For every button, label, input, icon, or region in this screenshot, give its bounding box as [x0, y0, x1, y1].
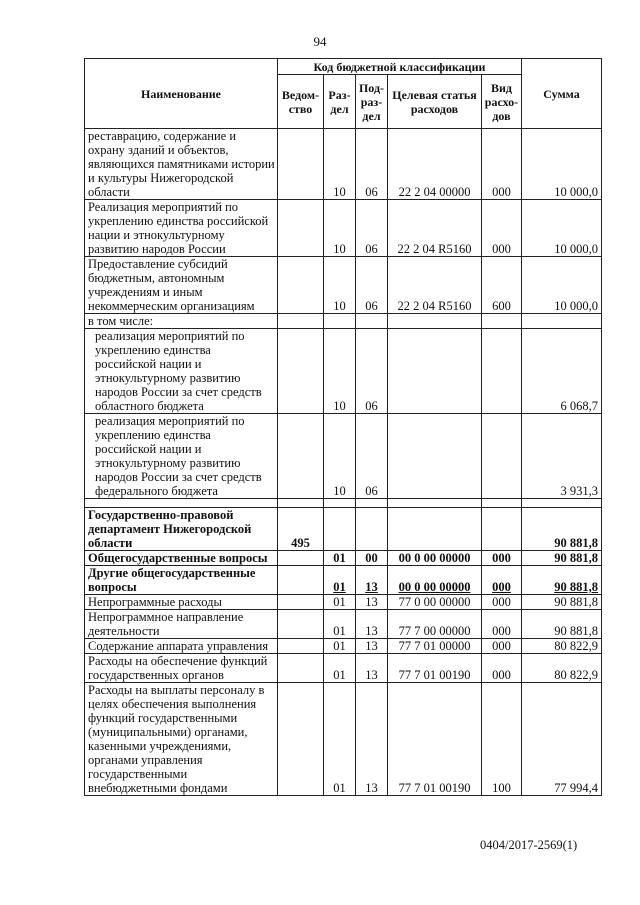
- row-name: Непрограммное направление деятельности: [85, 610, 278, 639]
- row-podrazdel: 06: [356, 329, 388, 414]
- row-celevaya-statya: 77 0 00 00000: [388, 595, 482, 610]
- row-celevaya-statya: [388, 508, 482, 551]
- row-celevaya-statya: 77 7 01 00190: [388, 654, 482, 683]
- row-vid-rashodov: 000: [482, 200, 522, 257]
- header-sum: Сумма: [522, 59, 602, 129]
- row-sum: 10 000,0: [522, 129, 602, 200]
- row-razdel: 10: [324, 200, 356, 257]
- row-celevaya-statya: [388, 329, 482, 414]
- page-number: 94: [313, 34, 327, 49]
- row-name: реставрацию, содержание и охрану зданий и объектов, являющихся памятниками истории и культуры Нижегородской области: [85, 129, 278, 200]
- row-name: Расходы на выплаты персоналу в целях обеспечения выполнения функций государственными (муниципальными) органами, казенными учреждениями, органами управления государственными внебюджетными фондами: [85, 683, 278, 796]
- row-podrazdel: 13: [356, 639, 388, 654]
- row-sum: 90 881,8: [522, 610, 602, 639]
- row-podrazdel: 13: [356, 683, 388, 796]
- row-vedomstvo: [278, 414, 324, 499]
- row-sum: 6 068,7: [522, 329, 602, 414]
- row-razdel: 01: [324, 654, 356, 683]
- row-celevaya-statya: 22 2 04 R5160: [388, 257, 482, 314]
- row-vid-rashodov: [482, 329, 522, 414]
- row-sum: 3 931,3: [522, 414, 602, 499]
- row-vid-rashodov: [482, 314, 522, 329]
- row-sum: [522, 314, 602, 329]
- row-vid-rashodov: 000: [482, 129, 522, 200]
- row-vedomstvo: [278, 610, 324, 639]
- header-vedomstvo: Ведом-ство: [278, 75, 324, 129]
- row-name: реализация мероприятий по укреплению единства российской нации и этнокультурному развитию народов России за счет средств областного бюджета: [85, 329, 278, 414]
- row-podrazdel: 06: [356, 200, 388, 257]
- row-vedomstvo: [278, 329, 324, 414]
- table-row: [85, 257, 602, 314]
- row-vid-rashodov: 000: [482, 639, 522, 654]
- table-row: [85, 654, 602, 683]
- row-vid-rashodov: 000: [482, 595, 522, 610]
- table-row: [85, 129, 602, 200]
- table-row: [85, 329, 602, 414]
- row-vid-rashodov: 000: [482, 551, 522, 566]
- row-name: Другие общегосударственные вопросы: [85, 566, 278, 595]
- table-row: [85, 610, 602, 639]
- row-razdel: 01: [324, 566, 356, 595]
- row-sum: 90 881,8: [522, 595, 602, 610]
- row-name: в том числе:: [85, 314, 278, 329]
- row-vedomstvo: [278, 639, 324, 654]
- row-vedomstvo: [278, 595, 324, 610]
- table-row: [85, 639, 602, 654]
- row-vid-rashodov: 100: [482, 683, 522, 796]
- row-sum: 80 822,9: [522, 639, 602, 654]
- row-vedomstvo: [278, 314, 324, 329]
- row-vid-rashodov: [482, 499, 522, 508]
- header-name: Наименование: [85, 59, 278, 129]
- budget-table: [84, 58, 602, 796]
- table-row: [85, 683, 602, 796]
- table-row: [85, 566, 602, 595]
- row-razdel: 10: [324, 414, 356, 499]
- row-vid-rashodov: 000: [482, 654, 522, 683]
- row-sum: 90 881,8: [522, 508, 602, 551]
- row-vedomstvo: [278, 257, 324, 314]
- header-razdel: Раз-дел: [324, 75, 356, 129]
- row-sum: [522, 499, 602, 508]
- row-name: реализация мероприятий по укреплению единства российской нации и этнокультурному развитию народов России за счет средств федерального бюджета: [85, 414, 278, 499]
- row-podrazdel: 00: [356, 551, 388, 566]
- row-podrazdel: [356, 508, 388, 551]
- row-name: [85, 499, 278, 508]
- row-sum: 77 994,4: [522, 683, 602, 796]
- row-sum: 90 881,8: [522, 551, 602, 566]
- row-podrazdel: [356, 314, 388, 329]
- table-row: [85, 200, 602, 257]
- header-vid-rashodov: Вид расхо-дов: [482, 75, 522, 129]
- row-sum: 90 881,8: [522, 566, 602, 595]
- row-vid-rashodov: 600: [482, 257, 522, 314]
- header-celevaya-statya: Целевая статья расходов: [388, 75, 482, 129]
- table-row: [85, 314, 602, 329]
- row-celevaya-statya: 77 7 01 00000: [388, 639, 482, 654]
- row-vid-rashodov: [482, 508, 522, 551]
- row-celevaya-statya: 22 2 04 R5160: [388, 200, 482, 257]
- table-row: [85, 499, 602, 508]
- row-vedomstvo: [278, 683, 324, 796]
- row-name: Непрограммные расходы: [85, 595, 278, 610]
- row-name: Государственно-правовой департамент Нижегородской области: [85, 508, 278, 551]
- row-name: Предоставление субсидий бюджетным, автономным учреждениям и иным некоммерческим организациям: [85, 257, 278, 314]
- row-podrazdel: [356, 499, 388, 508]
- row-vedomstvo: [278, 499, 324, 508]
- row-podrazdel: 13: [356, 566, 388, 595]
- row-celevaya-statya: 00 0 00 00000: [388, 551, 482, 566]
- row-sum: 80 822,9: [522, 654, 602, 683]
- row-celevaya-statya: 00 0 00 00000: [388, 566, 482, 595]
- row-podrazdel: 06: [356, 257, 388, 314]
- header-podrazdel: Под-раз-дел: [356, 75, 388, 129]
- row-celevaya-statya: [388, 414, 482, 499]
- row-vid-rashodov: [482, 414, 522, 499]
- row-name: Реализация мероприятий по укреплению единства российской нации и этнокультурному развитию народов России: [85, 200, 278, 257]
- row-celevaya-statya: [388, 314, 482, 329]
- row-razdel: [324, 508, 356, 551]
- row-sum: 10 000,0: [522, 257, 602, 314]
- row-vedomstvo: [278, 654, 324, 683]
- table-row: [85, 595, 602, 610]
- row-razdel: [324, 499, 356, 508]
- row-podrazdel: 06: [356, 129, 388, 200]
- row-celevaya-statya: 77 7 00 00000: [388, 610, 482, 639]
- row-name: Содержание аппарата управления: [85, 639, 278, 654]
- row-razdel: 01: [324, 595, 356, 610]
- row-celevaya-statya: 77 7 01 00190: [388, 683, 482, 796]
- row-razdel: 01: [324, 610, 356, 639]
- row-vedomstvo: [278, 566, 324, 595]
- row-podrazdel: 06: [356, 414, 388, 499]
- row-celevaya-statya: [388, 499, 482, 508]
- row-razdel: 10: [324, 329, 356, 414]
- row-vedomstvo: [278, 200, 324, 257]
- row-razdel: 01: [324, 639, 356, 654]
- row-vedomstvo: [278, 129, 324, 200]
- table-row: [85, 414, 602, 499]
- row-vedomstvo: [278, 551, 324, 566]
- row-razdel: [324, 314, 356, 329]
- table-row: [85, 508, 602, 551]
- row-podrazdel: 13: [356, 595, 388, 610]
- row-vid-rashodov: 000: [482, 610, 522, 639]
- row-sum: 10 000,0: [522, 200, 602, 257]
- row-razdel: 10: [324, 257, 356, 314]
- row-name: Общегосударственные вопросы: [85, 551, 278, 566]
- header-classification-group: Код бюджетной классификации: [278, 59, 522, 75]
- row-podrazdel: 13: [356, 610, 388, 639]
- row-razdel: 10: [324, 129, 356, 200]
- row-vid-rashodov: 000: [482, 566, 522, 595]
- row-razdel: 01: [324, 683, 356, 796]
- row-podrazdel: 13: [356, 654, 388, 683]
- row-name: Расходы на обеспечение функций государственных органов: [85, 654, 278, 683]
- row-razdel: 01: [324, 551, 356, 566]
- table-row: [85, 551, 602, 566]
- row-celevaya-statya: 22 2 04 00000: [388, 129, 482, 200]
- document-code: 0404/2017-2569(1): [480, 838, 578, 852]
- row-vedomstvo: 495: [278, 508, 324, 551]
